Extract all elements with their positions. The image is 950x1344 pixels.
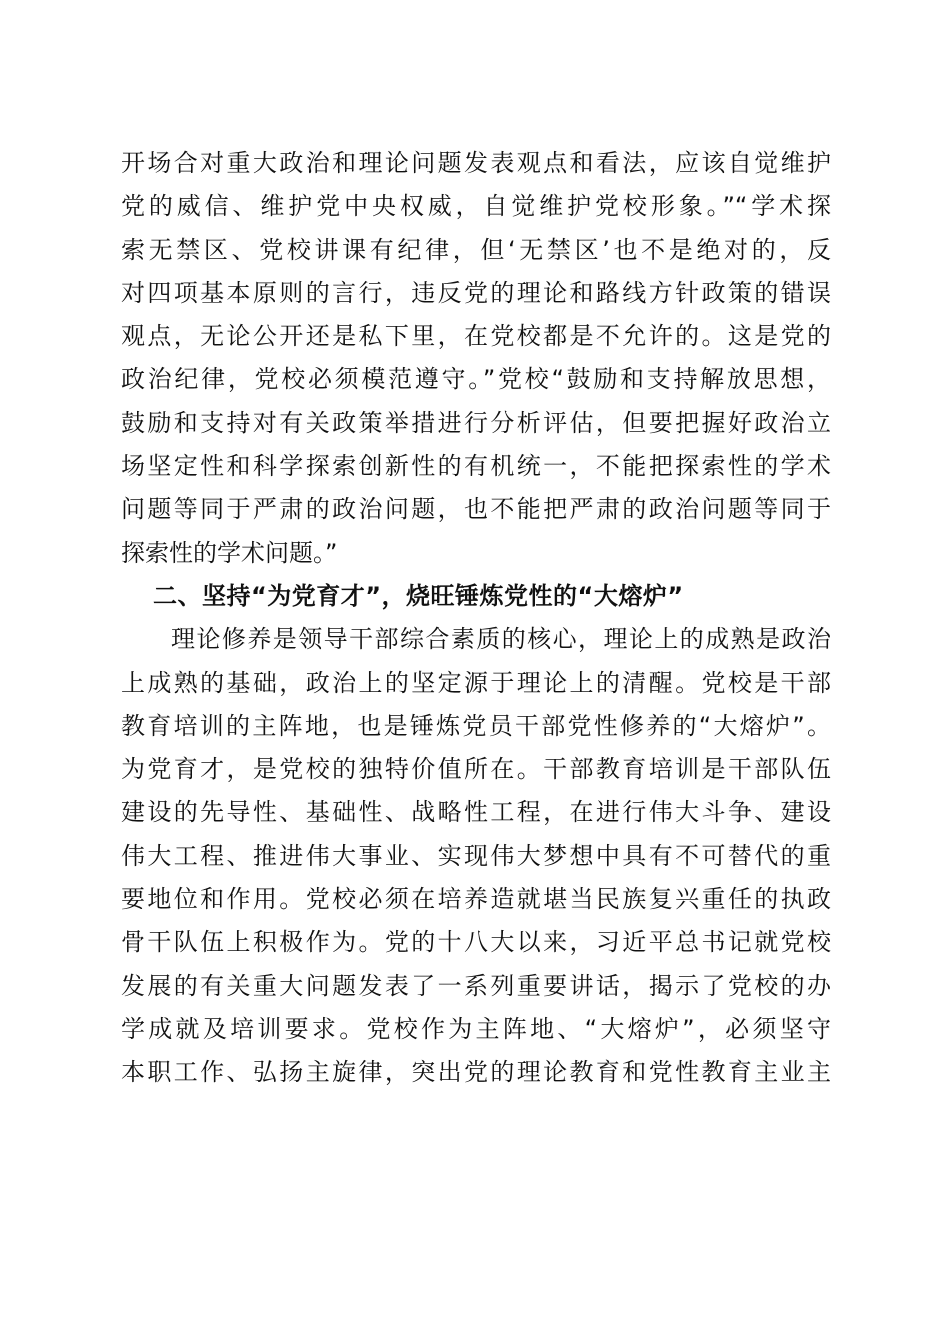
text-line: 政治纪律，党校必须模范遵守。”党校“鼓励和支持解放思想， — [121, 365, 831, 394]
text-line: 要地位和作用。党校必须在培养造就堪当民族复兴重任的执政 — [121, 885, 831, 914]
text-line: 上成熟的基础，政治上的坚定源于理论上的清醒。党校是干部 — [121, 668, 831, 697]
text-line: 建设的先导性、基础性、战略性工程，在进行伟大斗争、建设 — [121, 798, 831, 827]
text-line: 骨干队伍上积极作为。党的十八大以来，习近平总书记就党校 — [121, 928, 831, 957]
text-line: 党的威信、维护党中央权威，自觉维护党校形象。”“学术探 — [121, 192, 831, 221]
text-line: 探索性的学术问题。” — [121, 538, 338, 567]
paragraph-1 — [121, 142, 831, 575]
text-line: 教育培训的主阵地，也是锤炼党员干部党性修养的“大熔炉”。 — [121, 711, 831, 740]
text-line: 理论修养是领导干部综合素质的核心，理论上的成熟是政治 — [171, 625, 831, 654]
text-line: 本职工作、弘扬主旋律，突出党的理论教育和党性教育主业主 — [121, 1058, 831, 1087]
text-line: 鼓励和支持对有关政策举措进行分析评估，但要把握好政治立 — [121, 408, 831, 437]
text-line: 为党育才，是党校的独特价值所在。干部教育培训是干部队伍 — [121, 755, 831, 784]
text-line: 学成就及培训要求。党校作为主阵地、“大熔炉”，必须坚守 — [121, 1014, 831, 1043]
text-line: 发展的有关重大问题发表了一系列重要讲话，揭示了党校的办 — [121, 971, 831, 1000]
text-line: 对四项基本原则的言行，违反党的理论和路线方针政策的错误 — [121, 278, 831, 307]
text-line: 开场合对重大政治和理论问题发表观点和看法，应该自觉维护 — [121, 149, 831, 177]
text-line: 问题等同于严肃的政治问题，也不能把严肃的政治问题等同于 — [121, 495, 831, 524]
document-page — [121, 142, 831, 1095]
text-line: 索无禁区、党校讲课有纪律，但‘无禁区’也不是绝对的，反 — [121, 235, 831, 264]
paragraph-2 — [121, 618, 831, 1094]
text-line: 观点，无论公开还是私下里，在党校都是不允许的。这是党的 — [121, 322, 831, 351]
section-heading — [121, 575, 831, 618]
text-line: 场坚定性和科学探索创新性的有机统一，不能把探索性的学术 — [121, 452, 831, 481]
text-line: 伟大工程、推进伟大事业、实现伟大梦想中具有不可替代的重 — [121, 841, 831, 870]
section-heading-text: 二、坚持“为党育才”，烧旺锤炼党性的“大熔炉” — [153, 581, 684, 610]
